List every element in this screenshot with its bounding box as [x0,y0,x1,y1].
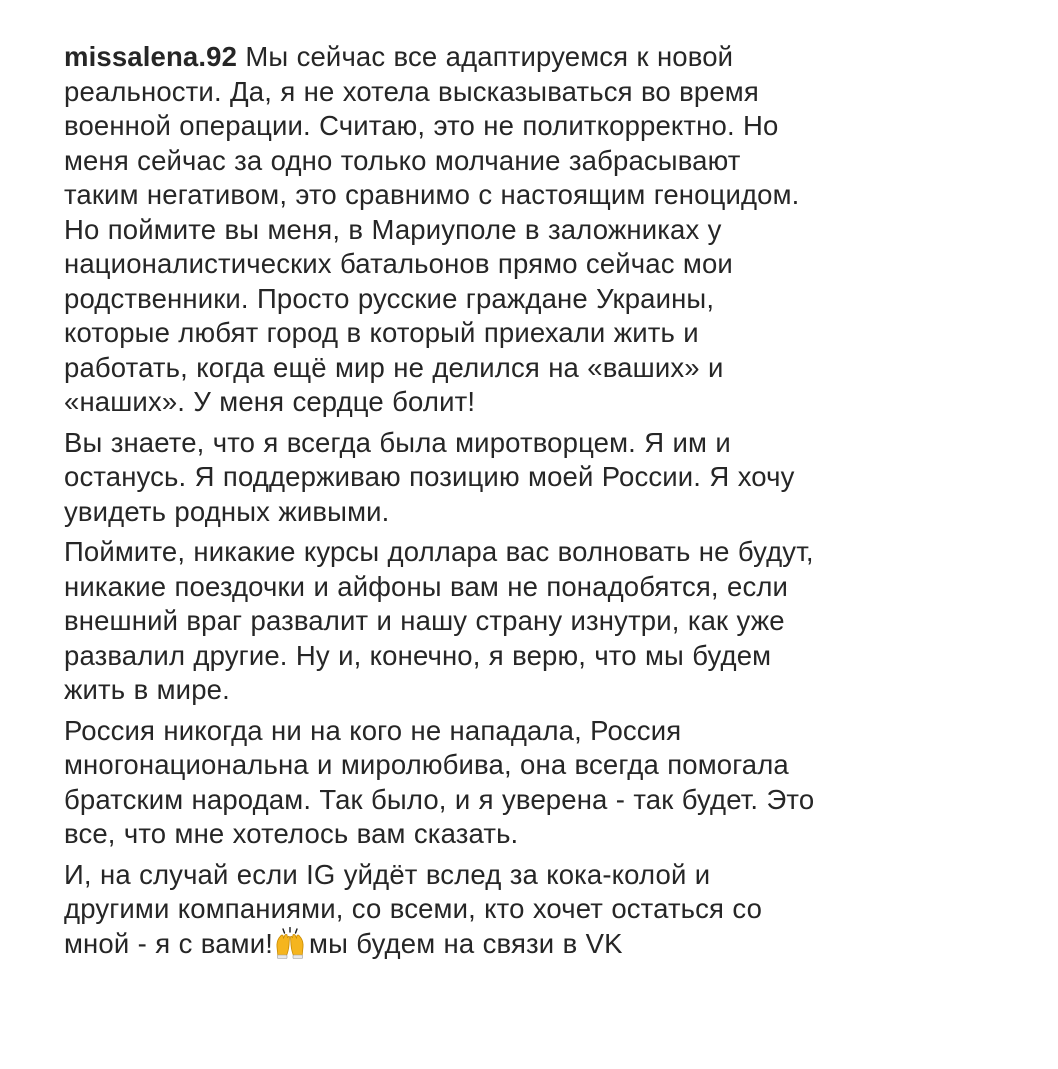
caption-paragraph-4 [64,714,1024,852]
caption-paragraph-3 [64,535,1024,708]
caption-line: никакие поездочки и айфоны вам не понадобятся, если [64,570,789,602]
caption-line [64,40,1024,75]
caption-line: которые любят город в который приехали жить и [64,317,699,348]
caption-line: другими компаниями, со всеми, кто хочет остаться со [64,893,763,924]
caption-line: Но поймите вы меня, в Мариуполе в заложниках у [64,213,722,245]
caption-line: останусь. Я поддерживаю позицию моей России. Я хочу [64,461,795,492]
caption-paragraph-1 [64,40,1024,420]
post-caption [64,40,1024,973]
caption-line: родственники. Просто русские граждане Украины, [64,282,715,314]
caption-line: многонациональна и миролюбива, она всегда помогала [64,749,789,780]
username-link[interactable]: missalena.92 [64,41,238,72]
caption-line: таким негативом, это сравнимо с настоящим геноцидом. [64,179,800,210]
caption-line: Вы знаете, что я всегда была миротворцем. Я им и [64,426,731,458]
caption-text: мной - я с вами! [64,927,274,959]
caption-line [64,927,1024,968]
caption-line: националистических батальонов прямо сейчас мои [64,248,733,279]
caption-line: «наших». У меня сердце болит! [64,386,476,417]
caption-line: Поймите, никакие курсы доллара вас волновать не будут, [64,536,814,567]
caption-line: работать, когда ещё мир не делился на «ваших» и [64,351,724,383]
raising-hands-icon [275,927,305,968]
caption-line: меня сейчас за одно только молчание забрасывают [64,144,741,176]
caption-line: жить в мире. [64,674,230,705]
caption-line: братским народам. Так было, и я уверена - так будет. Это [64,783,815,815]
caption-line: все, что мне хотелось вам сказать. [64,818,519,849]
caption-text: мы будем на связи в VK [309,927,623,959]
caption-line: военной операции. Считаю, это не политкорректно. Но [64,110,779,141]
caption-line: увидеть родных живыми. [64,495,390,527]
caption-line: реальности. Да, я не хотела высказываться во время [64,75,759,107]
caption-paragraph-5 [64,858,1024,968]
caption-paragraph-2 [64,426,1024,530]
caption-text: Мы сейчас все адаптируемся к новой [245,41,734,72]
caption-line: развалил другие. Ну и, конечно, я верю, что мы будем [64,639,772,671]
caption-line: Россия никогда ни на кого не нападала, Россия [64,714,682,746]
caption-line: внешний враг развалит и нашу страну изнутри, как уже [64,605,785,636]
caption-line: И, на случай если IG уйдёт вслед за кока-колой и [64,858,711,890]
